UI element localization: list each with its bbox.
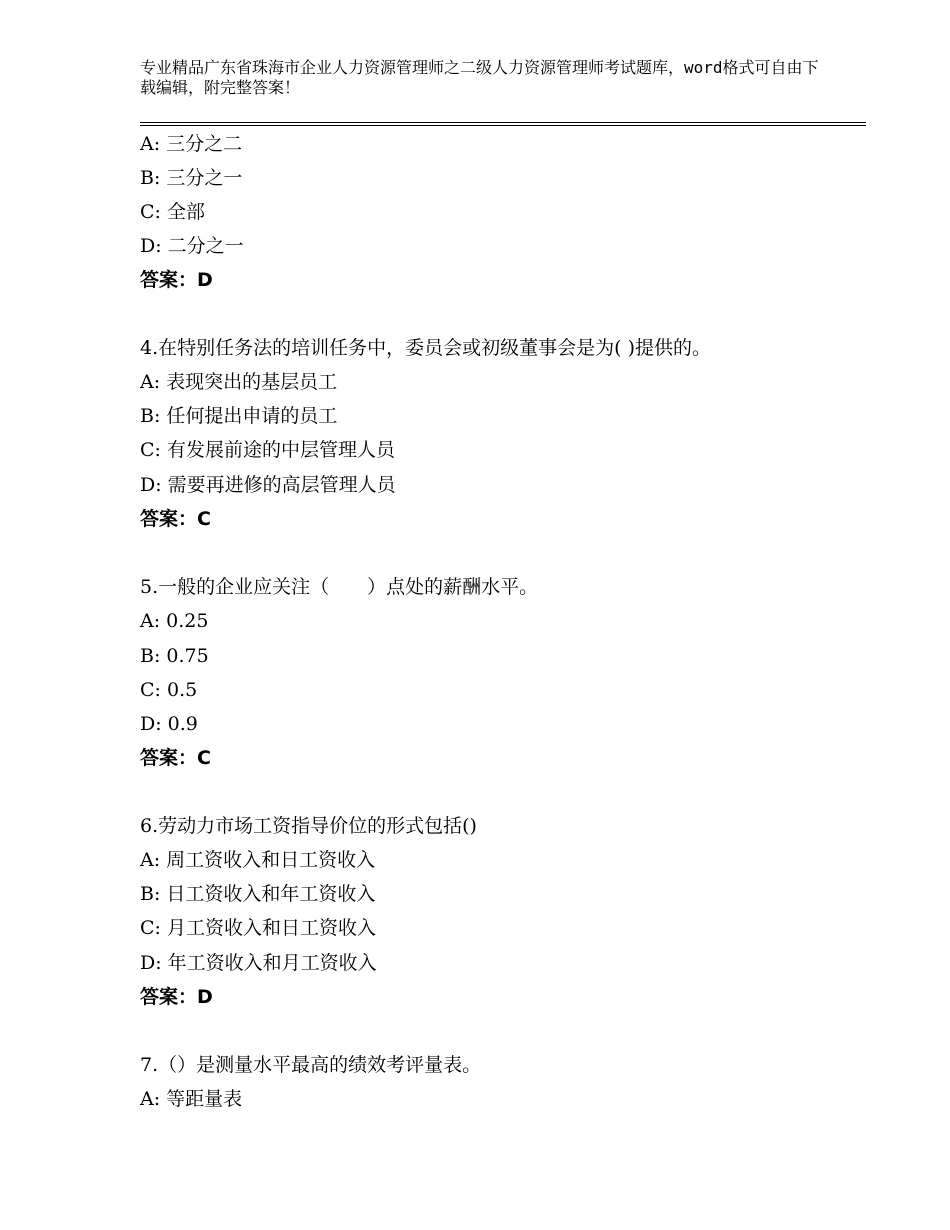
q3-option-d: D: 二分之一 — [140, 235, 244, 257]
q5-option-c: C: 0.5 — [140, 679, 198, 701]
q3-option-b: B: 三分之一 — [140, 167, 243, 189]
q4-option-d: D: 需要再进修的高层管理人员 — [140, 474, 396, 496]
q6-option-b: B: 日工资收入和年工资收入 — [140, 883, 376, 905]
q6-question: 6.劳动力市场工资指导价位的形式包括() — [140, 815, 477, 837]
q4-option-b: B: 任何提出申请的员工 — [140, 405, 338, 427]
q3-option-a: A: 三分之二 — [140, 133, 243, 155]
q4-answer: 答案：C — [140, 508, 211, 530]
q5-option-a: A: 0.25 — [140, 610, 209, 632]
q3-option-c: C: 全部 — [140, 201, 205, 223]
q5-option-b: B: 0.75 — [140, 645, 209, 667]
q3-answer: 答案：D — [140, 269, 213, 291]
header-rule-top — [140, 122, 866, 123]
q6-option-c: C: 月工资收入和日工资收入 — [140, 917, 376, 939]
q7-question: 7.（）是测量水平最高的绩效考评量表。 — [140, 1054, 482, 1076]
q5-option-d: D: 0.9 — [140, 713, 198, 735]
q4-option-c: C: 有发展前途的中层管理人员 — [140, 439, 395, 461]
q7-option-a: A: 等距量表 — [140, 1088, 243, 1110]
document-header: 专业精品广东省珠海市企业人力资源管理师之二级人力资源管理师考试题库，word格式可自由下载编辑，附完整答案！ — [140, 58, 819, 97]
q6-option-a: A: 周工资收入和日工资收入 — [140, 849, 376, 871]
q6-answer: 答案：D — [140, 986, 213, 1008]
q4-question: 4.在特别任务法的培训任务中，委员会或初级董事会是为( )提供的。 — [140, 337, 711, 359]
q5-answer: 答案：C — [140, 747, 211, 769]
q6-option-d: D: 年工资收入和月工资收入 — [140, 952, 377, 974]
q4-option-a: A: 表现突出的基层员工 — [140, 371, 338, 393]
header-rule-bottom — [140, 125, 866, 126]
q5-question: 5.一般的企业应关注（ ）点处的薪酬水平。 — [140, 576, 539, 598]
